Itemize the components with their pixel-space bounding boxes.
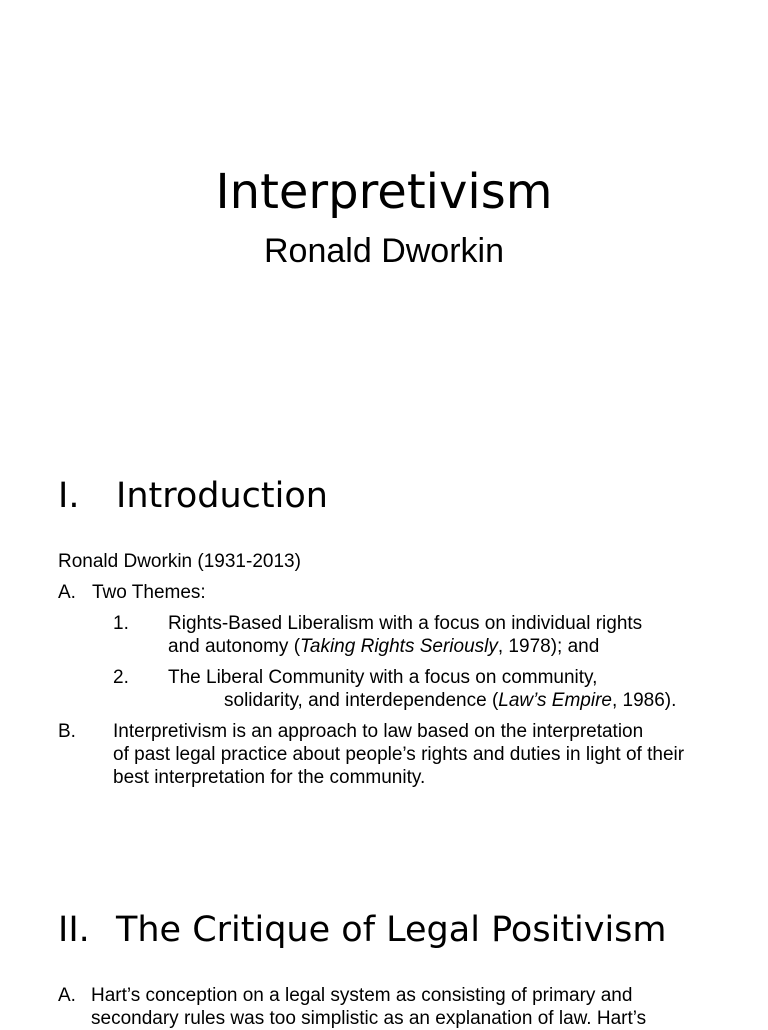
book-title: Taking Rights Seriously: [300, 636, 498, 657]
text: , 1978); and: [497, 636, 600, 657]
section-number: II.: [58, 910, 90, 950]
list-item-2-line1: The Liberal Community with a focus on community,: [168, 667, 598, 688]
text: , 1986).: [611, 690, 677, 711]
list-label-a: A.: [58, 582, 76, 603]
list-item-a: Two Themes:: [92, 582, 206, 603]
list-label-a: A.: [58, 985, 76, 1006]
list-item-b-line1: Interpretivism is an approach to law based on the interpretation: [113, 721, 644, 742]
text: and autonomy (: [168, 636, 301, 657]
section-heading-critique: [58, 908, 667, 952]
critique-item-a-line2: secondary rules was too simplistic as an explanation of law. Hart’s: [91, 1008, 647, 1029]
list-item-b-line2: of past legal practice about people’s rights and duties in light of their: [113, 744, 685, 765]
author-dates: Ronald Dworkin (1931-2013): [58, 551, 301, 572]
text: solidarity, and interdependence (: [224, 690, 499, 711]
section-number: I.: [58, 476, 80, 516]
list-label-b: B.: [58, 721, 76, 742]
document-subtitle: Ronald Dworkin: [264, 232, 504, 270]
list-item-b-line3: best interpretation for the community.: [113, 767, 426, 788]
list-item-1-line2: [168, 635, 599, 658]
list-label-1: 1.: [113, 613, 129, 634]
list-item-1-line1: Rights-Based Liberalism with a focus on individual rights: [168, 613, 643, 634]
list-label-2: 2.: [113, 667, 129, 688]
section-title: Introduction: [116, 476, 328, 516]
section-heading-introduction: [58, 474, 328, 518]
critique-item-a-line1: Hart’s conception on a legal system as consisting of primary and: [91, 985, 633, 1006]
book-title: Law’s Empire: [498, 690, 612, 711]
document-title: Interpretivism: [215, 164, 553, 220]
section-title: The Critique of Legal Positivism: [116, 910, 667, 950]
list-item-2-line2: [224, 689, 676, 712]
